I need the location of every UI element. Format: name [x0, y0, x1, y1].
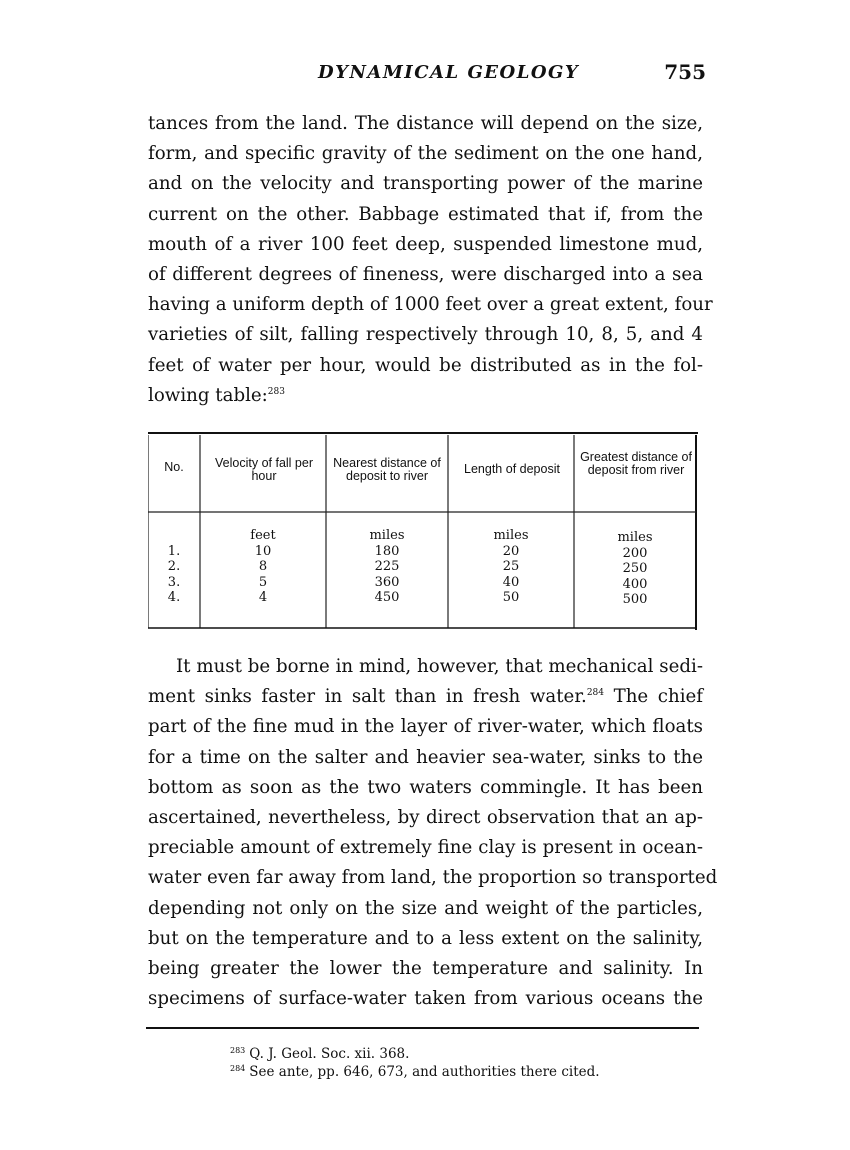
table-cell: 400 — [622, 576, 648, 592]
text-line: and on the velocity and transporting power of the marine — [148, 173, 703, 195]
text-line-content: The chief — [604, 686, 704, 708]
text-line: specimens of surface-water taken from various oceans the — [148, 988, 703, 1010]
table-cell: 200 — [622, 545, 648, 561]
text-line — [148, 381, 703, 411]
text-line: but on the temperature and to a less extent on the salinity, — [148, 927, 703, 949]
text-line: being greater the lower the temperature and salinity. In — [148, 957, 703, 979]
footnote-284 — [230, 1060, 600, 1081]
text-line: preciable amount of extremely fine clay is present in ocean- — [148, 837, 703, 859]
text-line: form, and specific gravity of the sediment on the one hand, — [148, 143, 703, 165]
column-greatest-distance — [574, 530, 696, 608]
footnote-text: Q. J. Geol. Soc. xii. 368. — [249, 1046, 410, 1062]
footnote-ref-284: 284 — [586, 688, 604, 699]
text-line — [148, 682, 703, 712]
footnote-text: See ante, pp. 646, 673, and authorities there cited. — [249, 1064, 600, 1080]
footnote-number: 284 — [230, 1064, 246, 1073]
header-no: No. — [164, 460, 184, 474]
header-nearest-distance: Nearest distance of deposit to river — [333, 456, 441, 483]
text-line: bottom as soon as the two waters commingle. It has been — [148, 776, 703, 798]
footnote-number: 283 — [230, 1046, 246, 1055]
table-cell: 8 — [258, 559, 268, 575]
table-cell: 5 — [258, 574, 268, 590]
unit-cell: miles — [493, 528, 529, 543]
table-cell: 500 — [622, 592, 648, 608]
table-cell: 25 — [502, 559, 520, 575]
paragraph-2 — [148, 652, 718, 1014]
column-length-of-deposit — [448, 528, 574, 606]
table-cell: 4 — [258, 590, 268, 606]
text-line-content: lowing table: — [148, 384, 268, 406]
table-cell: 1. — [167, 543, 181, 559]
table-cell: 20 — [502, 543, 520, 559]
footnote-ref-283: 283 — [267, 386, 285, 397]
footnote-rule — [146, 1027, 699, 1029]
text-line: It must be borne in mind, however, that mechanical sedi- — [176, 656, 703, 677]
header-velocity: Velocity of fall per hour — [215, 456, 313, 483]
unit-cell: feet — [250, 528, 276, 543]
running-head — [148, 62, 708, 92]
text-line: of different degrees of fineness, were discharged into a sea — [148, 263, 703, 285]
text-line: feet of water per hour, would be distributed as in the fol- — [148, 354, 703, 376]
table-cell: 50 — [502, 590, 520, 606]
text-line: varieties of silt, falling respectively through 10, 8, 5, and 4 — [148, 324, 703, 346]
unit-cell — [148, 528, 200, 544]
paragraph-1 — [148, 109, 713, 411]
page-number: 755 — [664, 60, 706, 84]
table-cell: 10 — [254, 543, 272, 559]
column-nearest-distance — [326, 528, 448, 606]
text-line: water even far away from land, the proportion so transported — [148, 867, 718, 889]
table-cell: 450 — [374, 590, 400, 606]
column-no — [148, 528, 200, 606]
header-greatest-distance: Greatest distance of deposit from river — [580, 450, 692, 477]
table-cell: 180 — [374, 543, 400, 559]
silt-distribution-table — [148, 431, 698, 630]
column-velocity — [200, 528, 326, 606]
table-cell: 250 — [622, 561, 648, 577]
table-cell: 4. — [167, 590, 181, 606]
table-cell: 360 — [374, 574, 400, 590]
running-head-title: DYNAMICAL GEOLOGY — [318, 62, 580, 83]
unit-cell: miles — [617, 530, 653, 545]
header-length-of-deposit: Length of deposit — [464, 462, 560, 476]
table-cell: 2. — [167, 559, 181, 575]
text-line: ascertained, nevertheless, by direct observation that an ap- — [148, 806, 703, 828]
table-cell: 225 — [374, 559, 400, 575]
unit-cell: miles — [369, 528, 405, 543]
table-cell: 40 — [502, 574, 520, 590]
text-line: part of the fine mud in the layer of river-water, which floats — [148, 716, 703, 738]
table-cell: 3. — [167, 574, 181, 590]
text-line: mouth of a river 100 feet deep, suspended limestone mud, — [148, 233, 703, 255]
text-line: tances from the land. The distance will depend on the size, — [148, 113, 703, 134]
text-line: for a time on the salter and heavier sea-water, sinks to the — [148, 746, 703, 768]
text-line: depending not only on the size and weight of the particles, — [148, 897, 703, 919]
text-line: having a uniform depth of 1000 feet over a great extent, four — [148, 294, 713, 316]
text-line: current on the other. Babbage estimated that if, from the — [148, 203, 703, 225]
text-line-content: ment sinks faster in salt than in fresh water. — [148, 686, 587, 708]
